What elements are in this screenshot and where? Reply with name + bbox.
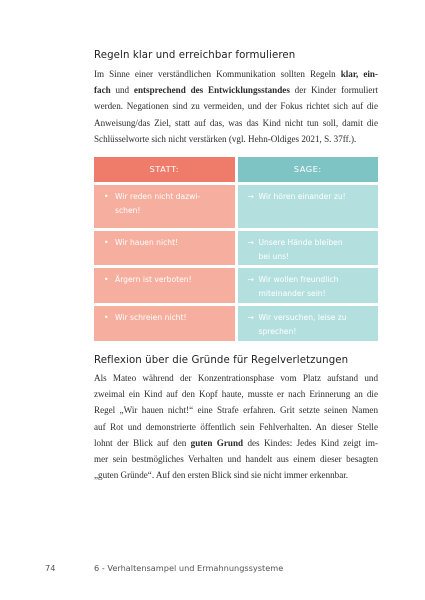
paragraph-rules [94,66,378,147]
text-line: Anweisung/das Ziel, statt auf das, was das Kind nicht tun soll, damit die [94,117,378,128]
bullet-icon: • [104,313,109,322]
table-row [94,231,378,265]
sage-cell: → Unsere Hände bleiben bei uns! [238,231,379,265]
sage-cell: → Wir versuchen, leise zu sprechen! [238,306,379,341]
table-row [94,306,378,341]
text-line: mer sein bestmögliches Verhalten und handelt aus einem dieser besagten [94,454,378,465]
statt-cell: • Wir hauen nicht! [94,231,235,265]
sage-cell: → Wir hören einander zu! [238,185,379,228]
header-statt: STATT: [94,157,235,182]
text-line: auf Rot und demonstrierte öffentlich sein Fehlverhalten. An dieser Stelle [94,421,378,432]
table-row [94,268,378,303]
bullet-icon: • [104,238,109,247]
text-line: werden. Negationen sind zu vermeiden, und der Fokus richtet sich auf die [94,101,378,112]
text-line: Im Sinne einer verständlichen Kommunikation sollten Regeln klar, ein- [94,69,378,79]
text-line: lohnt der Blick auf den guten Grund des Kindes: Jedes Kind zeigt im- [94,437,378,448]
header-sage: SAGE: [238,157,379,182]
bullet-icon: • [104,192,109,201]
arrow-right-icon: → [247,313,254,322]
arrow-right-icon: → [247,192,254,201]
text-line: Regel „Wir hauen nicht!“ eine Strafe erfahren. Grit setzte seinen Namen [94,405,378,416]
text-line: fach und entsprechend des Entwicklungsstandes der Kinder formuliert [94,85,378,96]
bullet-icon: • [104,275,109,284]
table-header-row [94,157,378,182]
statt-cell: • Wir schreien nicht! [94,306,235,341]
text-line: „guten Gründe“. Auf den ersten Blick sind sie nicht immer erkennbar. [94,470,349,481]
rules-table [94,157,378,344]
text-line: Schlüsselworte sich nicht verstärken (vgl. Hehn-Oldiges 2021, S. 37ff.). [94,133,357,144]
chapter-title: 6 - Verhaltensampel und Ermahnungssysteme [94,563,284,573]
sage-cell: → Wir wollen freundlich miteinander sein! [238,268,379,303]
arrow-right-icon: → [247,275,254,284]
paragraph-reflection [94,370,378,483]
section-heading-reflection: Reflexion über die Gründe für Regelverletzungen [94,355,349,366]
text-line: zweimal ein Kind auf den Kopf haute, musste er nach Erinnerung an die [94,389,378,400]
section-heading-rules: Regeln klar und erreichbar formulieren [94,50,296,61]
table-row [94,185,378,228]
statt-cell: • Wir reden nicht dazwi- schen! [94,185,235,228]
page-number: 74 [45,563,56,573]
statt-cell: • Ärgern ist verboten! [94,268,235,303]
arrow-right-icon: → [247,238,254,247]
text-line: Als Mateo während der Konzentrationsphase vom Platz aufstand und [94,373,378,383]
